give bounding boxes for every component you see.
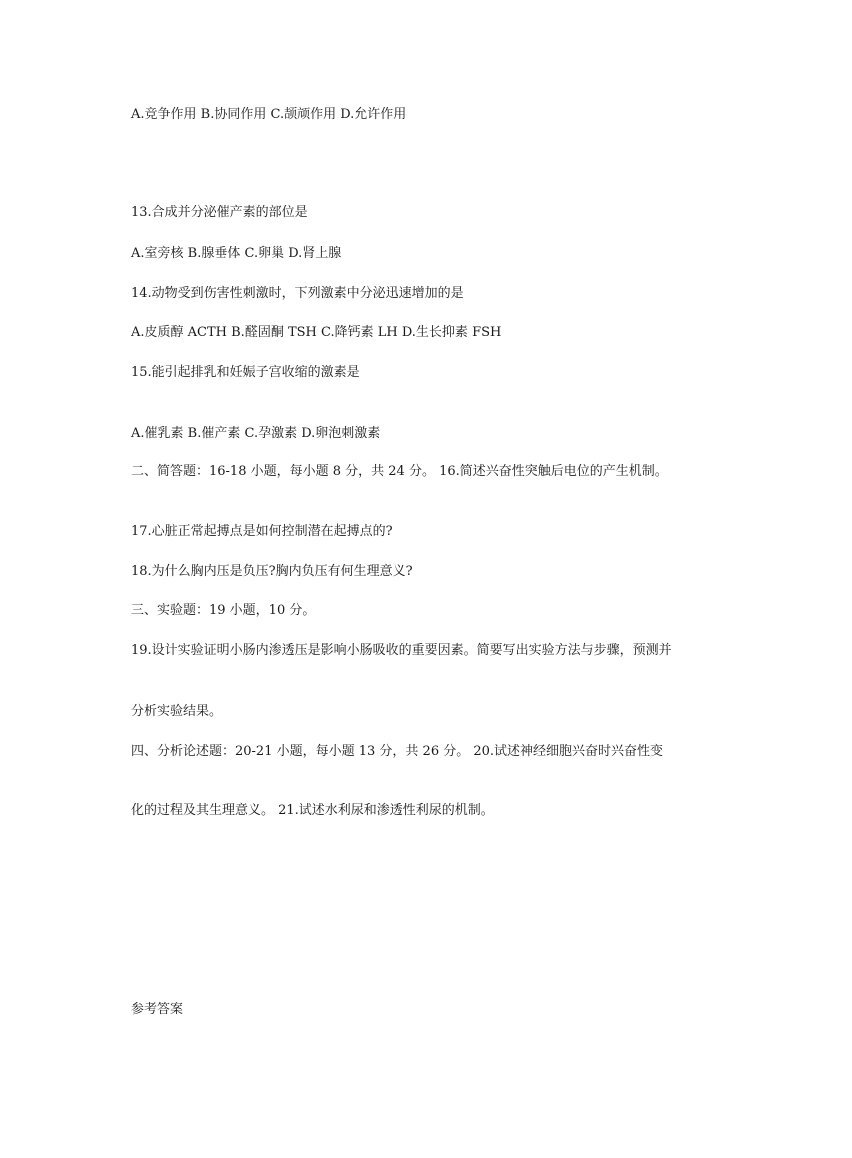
question-18: 18.为什么胸内压是负压?胸内负压有何生理意义? — [131, 564, 413, 579]
section-4-heading: 四、分析论述题：20-21 小题，每小题 13 分，共 26 分。 20.试述神经细胞兴奋时兴奋性变 — [131, 744, 664, 759]
q13-options: A.室旁核 B.腺垂体 C.卵巢 D.肾上腺 — [131, 246, 342, 261]
q15-options: A.催乳素 B.催产素 C.孕激素 D.卵泡刺激素 — [131, 426, 381, 441]
q12-options: A.竞争作用 B.协同作用 C.颉颃作用 D.允许作用 — [131, 107, 407, 122]
q14-options: A.皮质醇 ACTH B.醛固酮 TSH C.降钙素 LH D.生长抑素 FSH — [131, 325, 502, 340]
question-13: 13.合成并分泌催产素的部位是 — [131, 205, 308, 220]
question-17: 17.心脏正常起搏点是如何控制潜在起搏点的? — [131, 524, 393, 539]
question-19-continued: 分析实验结果。 — [131, 704, 223, 719]
answer-key-heading: 参考答案 — [131, 1002, 184, 1017]
section-2-heading: 二、简答题：16-18 小题，每小题 8 分，共 24 分。 16.简述兴奋性突触后电位的产生机制。 — [131, 464, 668, 479]
question-15: 15.能引起排乳和妊娠子宫收缩的激素是 — [131, 365, 360, 380]
question-19: 19.设计实验证明小肠内渗透压是影响小肠吸收的重要因素。简要写出实验方法与步骤，预测并 — [131, 643, 672, 658]
question-14: 14.动物受到伤害性刺激时，下列激素中分泌迅速增加的是 — [131, 286, 464, 301]
question-20-21-continued: 化的过程及其生理意义。 21.试述水利尿和渗透性利尿的机制。 — [131, 803, 494, 818]
section-3-heading: 三、实验题：19 小题，10 分。 — [131, 603, 316, 618]
